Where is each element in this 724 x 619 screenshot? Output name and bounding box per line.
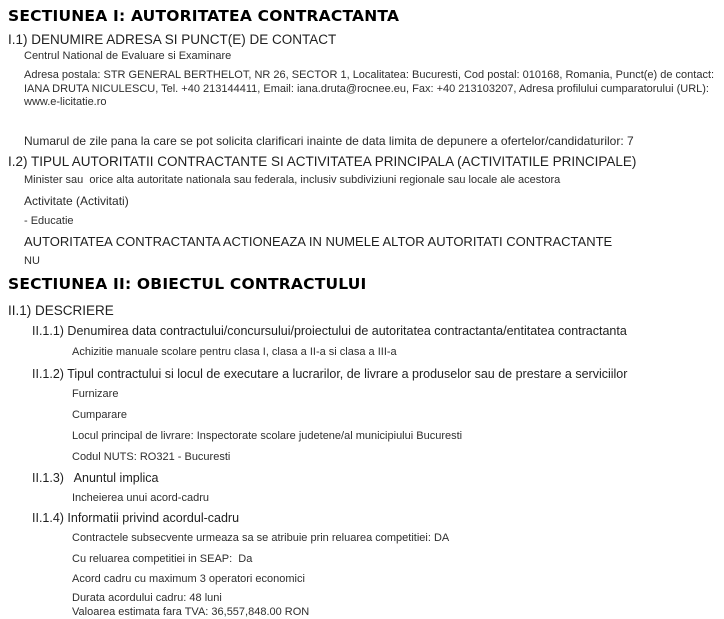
framework-seap-competition: Cu reluarea competitiei in SEAP: Da: [72, 552, 253, 565]
contract-type: Furnizare: [72, 387, 119, 400]
section2-title: SECTIUNEA II: OBIECTUL CONTRACTULUI: [8, 274, 367, 293]
framework-subsequent-contracts: Contractele subsecvente urmeaza sa se atribuie prin reluarea competitiei: DA: [72, 531, 450, 544]
authority-name: Centrul National de Evaluare si Examinare: [24, 50, 232, 62]
ii13-heading: II.1.3) Anuntul implica: [32, 470, 159, 485]
ii12-heading: II.1.2) Tipul contractului si locul de executare a lucrarilor, de livrare a produselor sau de prestare a serviciilor: [32, 366, 628, 381]
contract-name: Achizitie manuale scolare pentru clasa I, clasa a II-a si clasa a III-a: [72, 345, 397, 358]
nuts-code: Codul NUTS: RO321 - Bucuresti: [72, 450, 231, 463]
ii13-value: Incheierea unui acord-cadru: [72, 491, 209, 504]
acting-on-behalf-value: NU: [24, 254, 40, 267]
framework-max-operators: Acord cadru cu maximum 3 operatori economici: [72, 572, 305, 585]
acting-on-behalf-heading: AUTORITATEA CONTRACTANTA ACTIONEAZA IN NUMELE ALTOR AUTORITATI CONTRACTANTE: [24, 233, 613, 249]
section1-i1-heading: I.1) DENUMIRE ADRESA SI PUNCT(E) DE CONTACT: [8, 32, 337, 47]
delivery-place: Locul principal de livrare: Inspectorate scolare judetene/al municipiului Bucuresti: [72, 429, 463, 442]
acquisition-type: Cumparare: [72, 408, 128, 421]
section2-ii1-heading: II.1) DESCRIERE: [8, 302, 114, 318]
section1-i2-heading: I.2) TIPUL AUTORITATII CONTRACTANTE SI ACTIVITATEA PRINCIPALA (ACTIVITATILE PRINCIPALE): [8, 153, 637, 169]
ii14-heading: II.1.4) Informatii privind acordul-cadru: [32, 510, 240, 525]
framework-estimated-value: Valoarea estimata fara TVA: 36,557,848.00 RON: [72, 605, 310, 618]
activity-label: Activitate (Activitati): [24, 193, 129, 208]
authority-type: Minister sau orice alta autoritate nationala sau federala, inclusiv subdiviziuni regionale sau locale ale acestora: [24, 173, 561, 186]
activity-value: - Educatie: [24, 214, 74, 227]
authority-address: Adresa postala: STR GENERAL BERTHELOT, NR 26, SECTOR 1, Localitatea: Bucuresti, Cod postal: 010168, Romania, Punct(e) de contact: IANA DRUTA NICULESCU, Tel. +40 213144411, Email: iana.druta@rocnee.eu, Fax: +40 213103207, Adresa profilului cumparatorului (URL): www.e-licitatie.ro: [24, 69, 718, 108]
framework-duration: Durata acordului cadru: 48 luni: [72, 591, 222, 604]
section1-title: SECTIUNEA I: AUTORITATEA CONTRACTANTA: [8, 7, 400, 25]
clarification-days: Numarul de zile pana la care se pot solicita clarificari inainte de data limita de depunere a ofertelor/candidaturilor: 7: [24, 133, 634, 148]
ii11-heading: II.1.1) Denumirea data contractului/concursului/proiectului de autoritatea contractanta/entitatea contractanta: [32, 323, 627, 338]
